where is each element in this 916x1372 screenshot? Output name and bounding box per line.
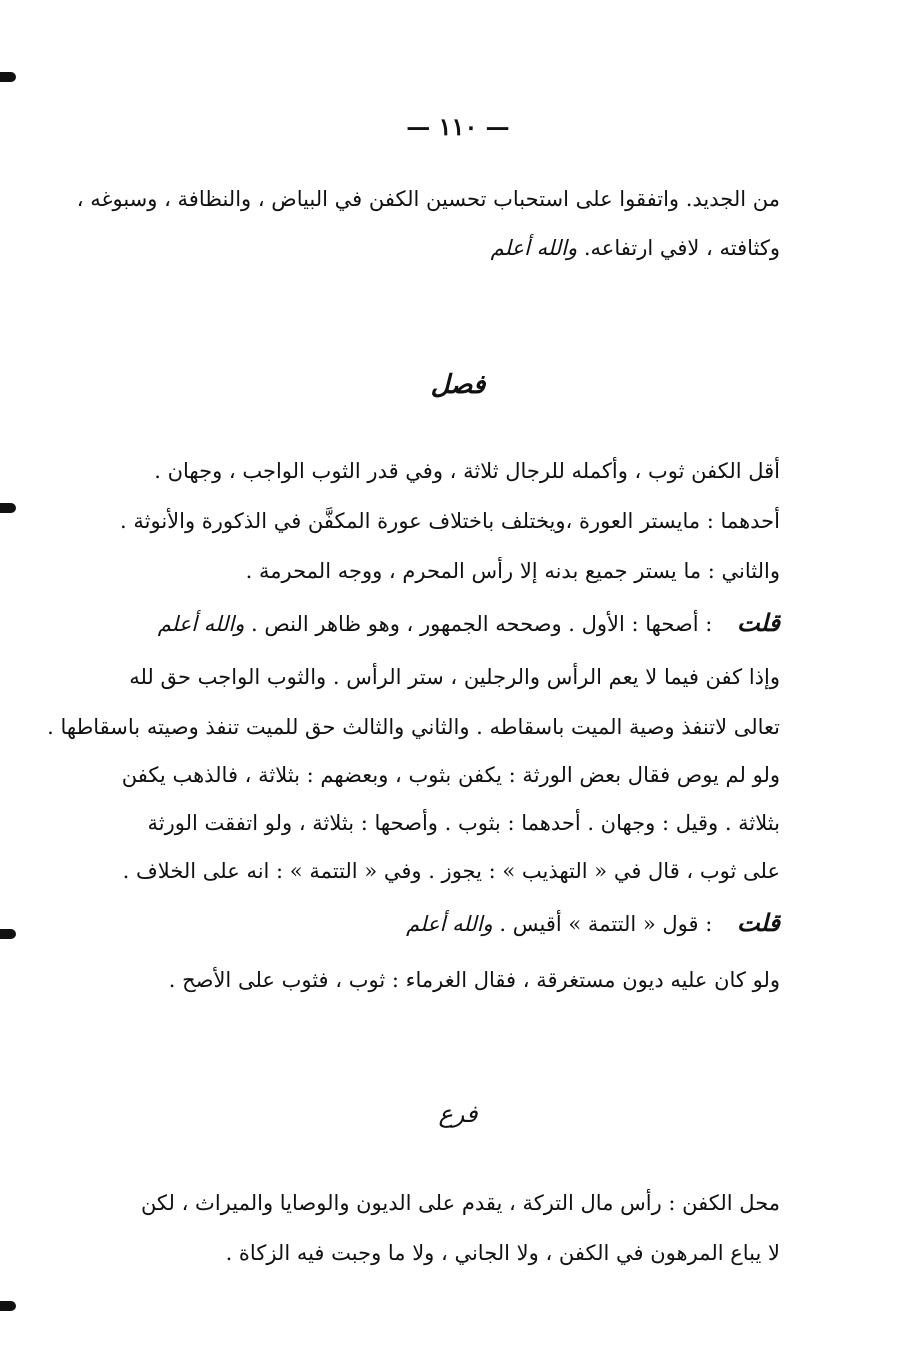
text-line: ولو لم يوص فقال بعض الورثة : يكفن بثوب ، وبعضهم : بثلاثة ، فالذهب يكفن <box>121 763 780 787</box>
section-heading: فصل <box>430 370 486 400</box>
scan-edge-mark <box>0 72 16 82</box>
text-fragment: وكثافته ، لافي ارتفاعه. <box>583 236 780 260</box>
text-line <box>64 226 780 270</box>
text-line: والثاني : ما يستر جميع بدنه إلا رأس المحرم ، ووجه المحرمة . <box>245 559 780 583</box>
allah-alam-phrase: والله أعلم <box>406 912 493 936</box>
qult-text: : قول « التتمة » أقيس . <box>499 912 713 936</box>
text-line: بثلاثة . وقيل : وجهان . أحدهما : بثوب . وأصحها : بثلاثة ، ولو اتفقت الورثة <box>147 811 780 835</box>
qult-label: قلت <box>737 608 780 637</box>
text-line: أحدهما : مايستر العورة ،ويختلف باختلاف عورة المكفَّن في الذكورة والأنوثة . <box>120 509 780 533</box>
subsection-heading: فرع <box>438 1100 478 1128</box>
qult-line <box>64 596 780 651</box>
text-line: على ثوب ، قال في « التهذيب » : يجوز . وفي « التتمة » : انه على الخلاف . <box>122 859 780 883</box>
text-line: ولو كان عليه ديون مستغرقة ، فقال الغرماء : ثوب ، فثوب على الأصح . <box>168 968 780 992</box>
section-far-body <box>64 1178 780 1278</box>
text-line: تعالى لاتنفذ وصية الميت باسقاطه . والثاني والثالث حق للميت تنفذ وصيته باسقاطها . <box>47 715 780 739</box>
scan-edge-mark <box>0 503 16 513</box>
intro-paragraph <box>64 172 780 270</box>
text-line: لا يباع المرهون في الكفن ، ولا الجاني ، ولا ما وجبت فيه الزكاة . <box>225 1241 780 1265</box>
text-line: محل الكفن : رأس مال التركة ، يقدم على الديون والوصايا والميراث ، لكن <box>140 1191 780 1215</box>
qult-label: قلت <box>737 908 780 937</box>
text-line: أقل الكفن ثوب ، وأكمله للرجال ثلاثة ، وفي قدر الثوب الواجب ، وجهان . <box>154 459 780 483</box>
allah-alam-phrase: والله أعلم <box>157 612 245 636</box>
page-number: — ١١٠ — <box>406 112 510 141</box>
qult-line <box>64 895 780 952</box>
scan-edge-mark <box>0 1301 16 1311</box>
text-line: من الجديد. واتفقوا على استحباب تحسين الكفن في البياض ، والنظافة ، وسبوغه ، <box>76 187 780 211</box>
qult-text: : أصحها : الأول . وصححه الجمهور ، وهو ظاهر النص . <box>251 612 713 636</box>
scan-edge-mark <box>0 929 16 939</box>
allah-alam-phrase: والله أعلم <box>490 236 578 260</box>
text-line: وإذا كفن فيما لا يعم الرأس والرجلين ، ستر الرأس . والثوب الواجب حق لله <box>129 665 780 689</box>
section-fasl-body <box>47 446 780 1008</box>
